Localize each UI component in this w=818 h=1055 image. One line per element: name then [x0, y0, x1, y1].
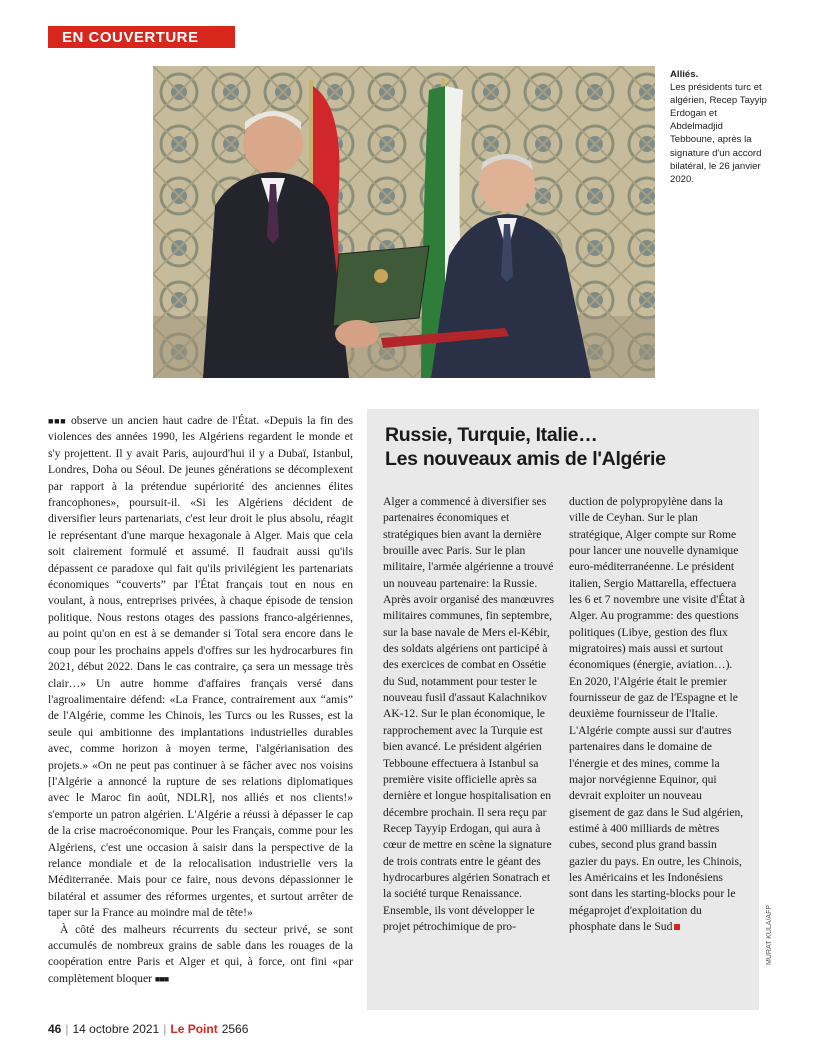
continuation-marker-end: ■■■ — [154, 973, 169, 984]
photo-credit: MURAT KULA/AFP — [766, 904, 773, 965]
article-text: À côté des malheurs récurrents du secteur privé, se sont accumulés de nombreux grains de sable dans les rouages de la coopération entre Paris et Alger et qui, à force, ont fini «par complètement bloquer — [48, 922, 353, 985]
photo-illustration — [153, 66, 655, 378]
issue-number: 2566 — [221, 1022, 249, 1036]
box-column-2 — [569, 494, 745, 935]
photo-caption — [670, 68, 770, 186]
article-text: observe un ancien haut cadre de l'État. «Depuis la fin des violences des années 1990, les Algériens regardent le monde et s'y projettent. Il y avait Paris, aujourd'hui il y a Dubaï, Istanbul, Londres, Doha ou Séoul. De jeunes générations se décomplexent par rapport à la prétendue supériorité des anciennes élites francophones», poursuit-il. «Si les Algériens décident de diversifier leurs partenariats, c'est leur droit le plus absolu, réagit le représentant d'une marque hexagonale à Alger. Mais que cela soit clairement formulé et assumé. Il faudrait aussi qu'ils dépassent ce paradoxe qui fait qu'ils privilégient les partenariats économiques “couverts” par l'État français tout en nous en voulant, à nous, entreprises privées, à chaque épisode de tension politique. Nous restons otages des passions franco-algériennes, au point qu'on en est à se demander si Total sera encore dans le coup pour les prochains appels d'offres sur les hydrocarbures fin 2021, début 2022. Dans le cas contraire, ça sera un message très clair…» Un autre homme d'affaires français versé dans l'agroalimentaire défend: «La France, contrairement aux “amis” de l'Algérie, comme les Chinois, les Turcs ou les Russes, est la seule qui ambitionne des implantations industrielles durables avec, comme horizon à moyen terme, l'algérianisation des projets.» «On ne peut pas continuer à se fâcher avec nos voisins [l'Algérie a annoncé la rupture de ses relations diplomatiques avec le Maroc fin août, NDLR], nos alliés et nos clients!» s'emporte un patron algérien. L'Algérie a réussi à dépasser le cap de la crise macroéconomique. Pour les Français, comme pour les Algériens, c'est une occasion à saisir dans la perspective de la relance mondiale et de la relocalisation industrielle vers la Méditerranée. Mais pour ce faire, nous devons dépassionner le bilatéral et assumer des réformes urgentes, et surtout arrêter de taper sur la France au moindre mal de tête!» — [48, 414, 353, 920]
page-number: 46 — [48, 1022, 62, 1036]
end-of-article-mark — [674, 924, 680, 930]
continuation-marker: ■■■ — [48, 416, 67, 426]
box-text: Alger a commencé à diversifier ses partenaires économiques et stratégiques bien avant la dernière brouille avec Paris. Sur le plan militaire, l'armée algérienne a trouvé un nouveau partenaire: la Russie. Après avoir organisé des manœuvres militaires communes, fin septembre, sur la base navale de Mers el-Kébir, des soldats algériens ont participé à des exercices de combat en Ossétie du Sud, notamment pour tester le nouveau fusil d'assaut Kalachnikov AK-12. Sur le plan économique, le rapprochement avec la Turquie est bien avancé. Le président algérien Tebboune effectuera à Istanbul sa première visite officielle après sa dernière et longue hospitalisation en décembre prochain. Il sera reçu par Recep Tayyip Erdogan, qui aura à cœur de mettre en scène la signature de trois contrats entre le géant des hydrocarbures algérien Sonatrach et la société turque Renaissance. Ensemble, ils vont développer le projet pétrochimique de pro- — [383, 495, 555, 933]
footer-separator: | — [163, 1022, 167, 1036]
caption-text: Les présidents turc et algérien, Recep Tayyip Erdogan et Abdelmadjid Tebboune, après la signature d'un accord bilatéral, le 26 janvier 2020. — [670, 82, 767, 185]
issue-date: 14 octobre 2021 — [72, 1022, 160, 1036]
caption-title: Alliés. — [670, 69, 699, 80]
box-title — [385, 423, 745, 471]
article-paragraph — [48, 922, 353, 988]
sidebar-box — [367, 409, 759, 1010]
main-article-column — [48, 413, 353, 987]
box-title-line: Russie, Turquie, Italie… — [385, 424, 598, 446]
box-text: duction de polypropylène dans la ville de Ceyhan. Sur le plan stratégique, Alger compte sur Rome pour lancer une nouvelle dynamique euro-méditerranéenne. Le président italien, Sergio Mattarella, effectuera les 6 et 7 novembre une visite d'État à Alger. Au programme: des questions politiques (Libye, gestion des flux migratoires) mais aussi et surtout économiques (énergie, aviation…). En 2020, l'Algérie était le premier fournisseur de gaz de l'Espagne et le deuxième fournisseur de l'Italie. — [569, 495, 745, 721]
cover-photo — [153, 66, 655, 378]
box-text-end: L'Algérie compte aussi sur d'autres partenaires dans le domaine de l'énergie et des mines, comme la major norvégienne Equinor, qui devrait exploiter un nouveau gisement de gaz dans le Sud algérien, estimé à 400 milliards de mètres cubes, second plus grand bassin gazier du pays. En outre, les Chinois, les Américains et les Indonésiens sont dans les starting-blocks pour le mégaprojet d'exploitation du phosphate dans le Sud — [569, 723, 744, 933]
box-title-line: Les nouveaux amis de l'Algérie — [385, 448, 666, 470]
section-rubric: EN COUVERTURE — [48, 26, 235, 48]
article-paragraph — [48, 413, 353, 922]
box-columns — [383, 494, 745, 935]
box-column-1 — [383, 494, 559, 935]
footer-separator: | — [65, 1022, 69, 1036]
magazine-name: Le Point — [170, 1022, 218, 1036]
page-footer — [48, 1022, 248, 1036]
